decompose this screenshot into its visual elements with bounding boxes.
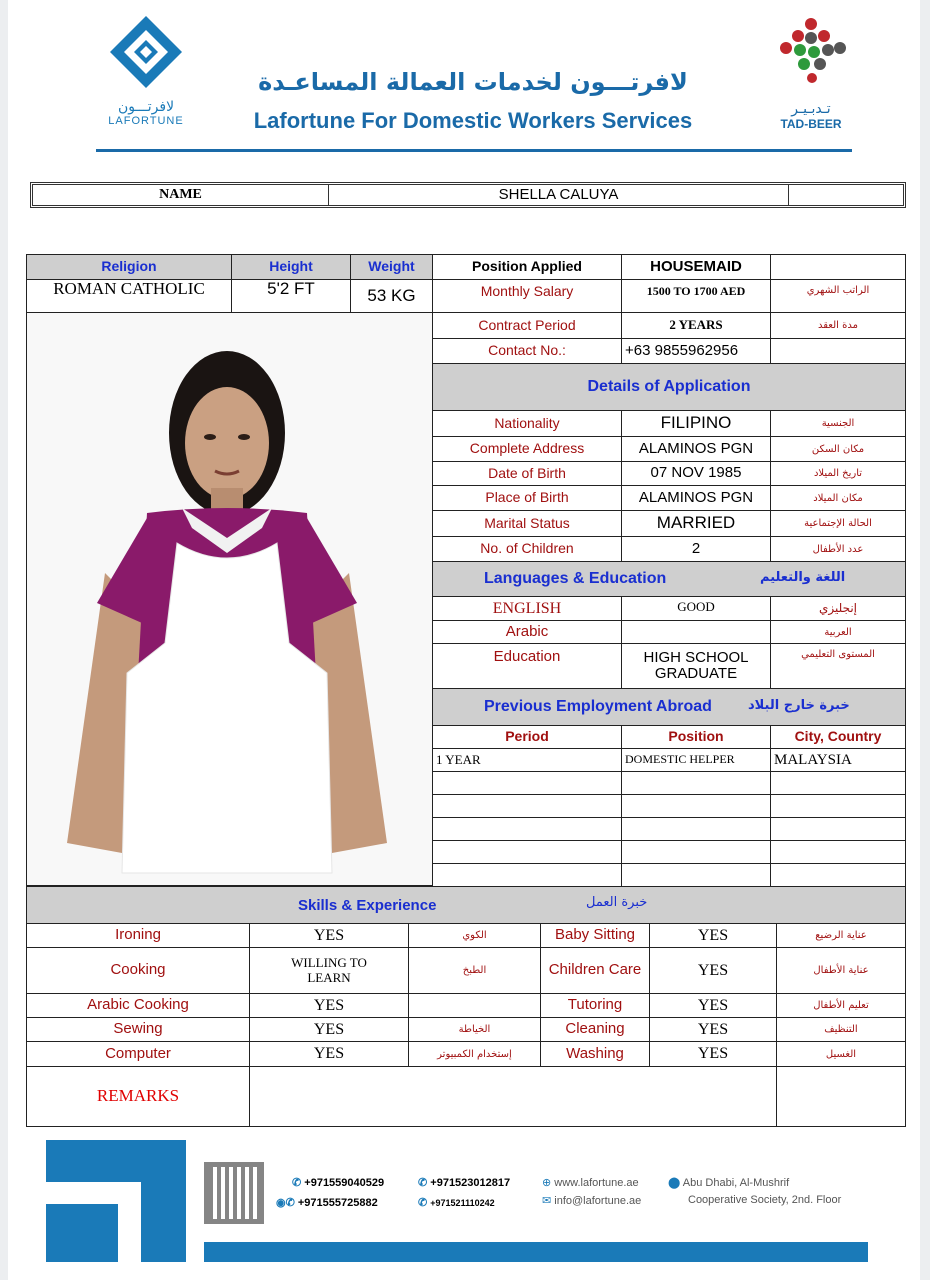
- weight-label: Weight: [350, 254, 433, 280]
- skill-ar: إستخدام الكمبيوتر: [408, 1041, 541, 1067]
- footer-email[interactable]: [542, 1194, 641, 1207]
- name-label: NAME: [33, 185, 329, 205]
- detail-ar: مكان الميلاد: [770, 485, 906, 511]
- detail-label: Complete Address: [432, 436, 622, 462]
- footer-phone3: [418, 1176, 510, 1189]
- detail-value: ALAMINOS PGN: [621, 436, 771, 462]
- detail-label: No. of Children: [432, 536, 622, 562]
- candidate-photo: [26, 312, 433, 886]
- skill-ar: الخياطة: [408, 1017, 541, 1042]
- lafortune-diamond-icon: [96, 12, 196, 92]
- skill-label: Arabic Cooking: [26, 993, 250, 1018]
- phone-icon: ✆: [418, 1177, 431, 1189]
- detail-value: 07 NOV 1985: [621, 461, 771, 486]
- phone3-text: +971523012817: [430, 1177, 511, 1189]
- footer-address2: Cooperative Society, 2nd. Floor: [688, 1194, 842, 1206]
- employment-heading-ar: خبرة خارج البلاد: [748, 698, 850, 713]
- footer-brand-block: [46, 1140, 186, 1262]
- employment-blank-cell: [770, 771, 906, 795]
- weight-value: 53 KG: [350, 279, 433, 313]
- skill-label: Cooking: [26, 947, 250, 994]
- cv-page: [8, 0, 920, 1280]
- web-text: www.lafortune.ae: [554, 1177, 639, 1189]
- skill-value: YES: [649, 993, 777, 1018]
- header-divider: [96, 149, 852, 152]
- whatsapp-icon: ◉✆: [276, 1197, 298, 1209]
- footer-bar: [204, 1242, 868, 1262]
- skill-label: Children Care: [540, 947, 650, 994]
- tadbeer-dots-icon: [756, 14, 866, 94]
- address1-text: Abu Dhabi, Al-Mushrif: [682, 1177, 790, 1189]
- lafortune-logo: [96, 12, 196, 137]
- skill-value: YES: [649, 947, 777, 994]
- skill-value: YES: [249, 1017, 409, 1042]
- salary-value: 1500 TO 1700 AED: [621, 279, 771, 313]
- skill-label: Washing: [540, 1041, 650, 1067]
- detail-value: MARRIED: [621, 510, 771, 537]
- phone-icon: ✆: [418, 1197, 431, 1209]
- detail-ar: تاريخ الميلاد: [770, 461, 906, 486]
- education-ar: المستوى التعليمي: [770, 643, 906, 689]
- contact-blank: [770, 338, 906, 364]
- detail-ar: مكان السكن: [770, 436, 906, 462]
- religion-label: Religion: [26, 254, 232, 280]
- skill-ar: عناية الأطفال: [776, 947, 906, 994]
- skill-value: YES: [649, 1017, 777, 1042]
- phone1-text: +971559040529: [304, 1177, 385, 1189]
- languages-heading-ar: اللغة والتعليم: [760, 570, 846, 585]
- employment-blank-cell: [621, 863, 771, 887]
- footer-brand-shape-icon: [46, 1140, 186, 1262]
- contact-value: +63 9855962956: [621, 338, 771, 364]
- detail-ar: الجنسية: [770, 410, 906, 437]
- employment-heading: Previous Employment Abroad: [484, 698, 712, 715]
- position-label: Position Applied: [432, 254, 622, 280]
- height-value: 5'2 FT: [231, 279, 351, 313]
- detail-label: Place of Birth: [432, 485, 622, 511]
- skill-ar: الكوي: [408, 923, 541, 948]
- education-value: HIGH SCHOOL GRADUATE: [621, 643, 771, 689]
- english-ar: إنجليزي: [770, 596, 906, 621]
- globe-icon: ⊕: [542, 1177, 555, 1189]
- height-label: Height: [231, 254, 351, 280]
- skills-heading-ar: خبرة العمل: [586, 895, 648, 910]
- contact-label: Contact No.:: [432, 338, 622, 364]
- skill-value: YES: [249, 923, 409, 948]
- english-label: ENGLISH: [432, 596, 622, 621]
- skill-label: Tutoring: [540, 993, 650, 1018]
- employment-blank-cell: [770, 863, 906, 887]
- position-value: HOUSEMAID: [621, 254, 771, 280]
- remarks-label: REMARKS: [26, 1066, 250, 1127]
- skill-ar: الغسيل: [776, 1041, 906, 1067]
- company-title-ar: لافرتـــون لخدمات العمالة المساعـدة: [258, 68, 688, 96]
- education-label: Education: [432, 643, 622, 689]
- skill-ar: التنظيف: [776, 1017, 906, 1042]
- arabic-label: Arabic: [432, 620, 622, 644]
- detail-label: Marital Status: [432, 510, 622, 537]
- skills-heading-row: [26, 886, 906, 924]
- phone2-text: +971555725882: [297, 1197, 378, 1209]
- salary-label: Monthly Salary: [432, 279, 622, 313]
- tadbeer-logo: [756, 14, 866, 139]
- skill-label: Baby Sitting: [540, 923, 650, 948]
- remarks-value: [249, 1066, 777, 1127]
- details-heading: Details of Application: [432, 363, 906, 411]
- skills-heading: Skills & Experience: [298, 897, 437, 914]
- skill-label: Ironing: [26, 923, 250, 948]
- footer-phone2: [276, 1196, 378, 1209]
- detail-label: Nationality: [432, 410, 622, 437]
- employment-blank-cell: [432, 794, 622, 818]
- remarks-blank: [776, 1066, 906, 1127]
- footer-address1: [668, 1176, 789, 1189]
- detail-value: ALAMINOS PGN: [621, 485, 771, 511]
- qr-code-icon: [204, 1162, 264, 1224]
- employment-blank-cell: [621, 771, 771, 795]
- employment-blank-cell: [770, 817, 906, 841]
- employment-blank-cell: [621, 817, 771, 841]
- detail-value: FILIPINO: [621, 410, 771, 437]
- skill-value: WILLING TO LEARN: [249, 947, 409, 994]
- employment-country: MALAYSIA: [770, 748, 906, 772]
- skill-ar: [408, 993, 541, 1018]
- tadbeer-ar-text: تـدبـيـر: [791, 101, 831, 117]
- location-pin-icon: ⬤: [668, 1177, 683, 1189]
- contract-ar: مدة العقد: [770, 312, 906, 339]
- employment-position: DOMESTIC HELPER: [621, 748, 771, 772]
- col-country: City, Country: [770, 725, 906, 749]
- logo-ar-text: لافرتـــون: [117, 99, 175, 115]
- languages-heading: Languages & Education: [484, 570, 667, 587]
- skill-value: YES: [249, 1041, 409, 1067]
- skill-label: Computer: [26, 1041, 250, 1067]
- email-text: info@lafortune.ae: [554, 1195, 642, 1207]
- detail-ar: الحالة الإجتماعية: [770, 510, 906, 537]
- skill-ar: الطبخ: [408, 947, 541, 994]
- employment-blank-cell: [432, 863, 622, 887]
- detail-label: Date of Birth: [432, 461, 622, 486]
- employment-period: 1 YEAR: [432, 748, 622, 772]
- name-value: SHELLA CALUYA: [329, 185, 789, 205]
- skill-value: YES: [649, 923, 777, 948]
- position-blank: [770, 254, 906, 280]
- arabic-ar: العربية: [770, 620, 906, 644]
- skill-ar: عناية الرضيع: [776, 923, 906, 948]
- skill-value: YES: [249, 993, 409, 1018]
- footer-phone1: [292, 1176, 384, 1189]
- employment-blank-cell: [432, 771, 622, 795]
- skill-ar: تعليم الأطفال: [776, 993, 906, 1018]
- employment-blank-cell: [621, 840, 771, 864]
- salary-ar: الراتب الشهري: [770, 279, 906, 313]
- company-title-en: Lafortune For Domestic Workers Services: [253, 108, 693, 133]
- footer-web[interactable]: [542, 1176, 639, 1189]
- contract-label: Contract Period: [432, 312, 622, 339]
- phone4-text: +971521110242: [430, 1198, 495, 1208]
- tadbeer-en-text: TAD-BEER: [780, 117, 842, 131]
- employment-blank-cell: [432, 817, 622, 841]
- detail-value: 2: [621, 536, 771, 562]
- mail-icon: ✉: [542, 1195, 555, 1207]
- candidate-portrait-icon: [27, 313, 432, 885]
- arabic-value: [621, 620, 771, 644]
- col-position: Position: [621, 725, 771, 749]
- logo-en-text: LAFORTUNE: [108, 115, 184, 127]
- footer-phone4: [418, 1196, 495, 1209]
- religion-value: ROMAN CATHOLIC: [26, 279, 232, 313]
- skill-label: Sewing: [26, 1017, 250, 1042]
- contract-value: 2 YEARS: [621, 312, 771, 339]
- employment-blank-cell: [432, 840, 622, 864]
- detail-ar: عدد الأطفال: [770, 536, 906, 562]
- english-value: GOOD: [621, 596, 771, 621]
- phone-icon: ✆: [292, 1177, 305, 1189]
- skill-label: Cleaning: [540, 1017, 650, 1042]
- employment-blank-cell: [770, 840, 906, 864]
- col-period: Period: [432, 725, 622, 749]
- skill-value: YES: [649, 1041, 777, 1067]
- employment-blank-cell: [621, 794, 771, 818]
- employment-blank-cell: [770, 794, 906, 818]
